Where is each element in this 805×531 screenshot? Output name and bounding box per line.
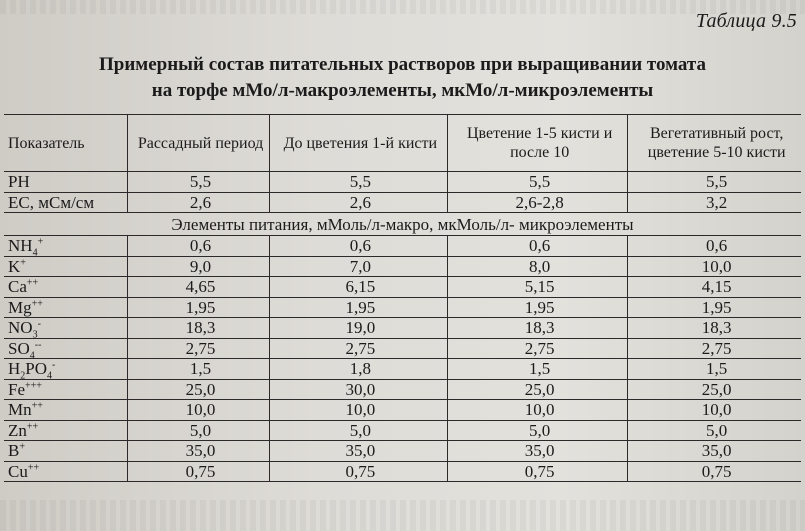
- ion-label: [4, 256, 128, 277]
- ion-charge: ++: [26, 421, 39, 433]
- cell-seedling: 5,5: [128, 172, 269, 193]
- cell-flowering-1-5: 5,15: [447, 277, 627, 298]
- header-vegetative: Вегетативный рост, цветение 5-10 кисти: [628, 115, 801, 172]
- ion-charge: +: [19, 441, 25, 453]
- table-title-line-2: на торфе мМо/л-макроэлементы, мкМо/л-микроэлементы: [151, 80, 654, 101]
- cell-seedling: 1,5: [128, 359, 269, 380]
- cell-flowering-1-5: 0,75: [447, 461, 627, 482]
- cell-before-flowering: 2,6: [269, 192, 447, 213]
- cell-flowering-1-5: 2,6-2,8: [447, 192, 627, 213]
- ion-symbol: K: [8, 256, 21, 276]
- cell-before-flowering: 7,0: [269, 256, 447, 277]
- cell-before-flowering: 0,75: [269, 461, 447, 482]
- cell-flowering-1-5: 5,5: [447, 172, 627, 193]
- cell-before-flowering: 35,0: [269, 441, 447, 462]
- ion-label: [4, 379, 128, 400]
- cell-vegetative: 10,0: [628, 400, 801, 421]
- nutrient-solution-table: [4, 114, 801, 482]
- cell-vegetative: 18,3: [628, 318, 801, 339]
- ion-charge: ++: [27, 462, 40, 474]
- ion-symbol: B: [8, 441, 20, 461]
- cell-flowering-1-5: 5,0: [447, 420, 627, 441]
- cell-seedling: 10,0: [128, 400, 269, 421]
- ion-label: [4, 420, 128, 441]
- cell-seedling: 2,75: [128, 338, 269, 359]
- cell-flowering-1-5: 1,5: [447, 359, 627, 380]
- cell-seedling: 9,0: [128, 256, 269, 277]
- ion-symbol: Ca: [8, 277, 27, 297]
- cell-vegetative: 25,0: [628, 379, 801, 400]
- ion-label: [4, 277, 128, 298]
- cell-vegetative: 1,5: [628, 359, 801, 380]
- ion-label: [4, 338, 128, 362]
- ion-label: [4, 318, 128, 339]
- cell-vegetative: 5,5: [628, 172, 801, 193]
- table-title: [20, 52, 785, 104]
- header-before-flowering: До цветения 1-й кисти: [269, 115, 447, 172]
- row-label: PH: [4, 172, 128, 193]
- ion-charge: +: [37, 236, 44, 248]
- ion-label: [4, 441, 128, 462]
- cell-before-flowering: 5,5: [269, 172, 447, 193]
- table-row: [4, 277, 801, 298]
- cell-vegetative: 3,2: [628, 192, 801, 213]
- ion-symbol: NO: [8, 318, 33, 338]
- table-row: [4, 192, 801, 213]
- cell-vegetative: 35,0: [628, 441, 801, 462]
- ion-symbol: Cu: [8, 461, 28, 481]
- cell-vegetative: 5,0: [628, 420, 801, 441]
- ion-label: [4, 297, 128, 318]
- cell-flowering-1-5: 18,3: [447, 318, 627, 339]
- cell-flowering-1-5: 25,0: [447, 379, 627, 400]
- table-row: [4, 400, 801, 421]
- table-row: [4, 441, 801, 462]
- ion-subscript: 4: [29, 350, 35, 362]
- ion-label: [4, 359, 128, 380]
- ion-label: [4, 400, 128, 421]
- cell-vegetative: 10,0: [628, 256, 801, 277]
- ion-symbol: Fe: [8, 379, 25, 399]
- table-row: [4, 318, 801, 339]
- header-seedling: Рассадный период: [128, 115, 269, 172]
- ion-symbol: Mg: [8, 297, 32, 317]
- ion-symbol-part: PO: [25, 359, 48, 379]
- cell-seedling: 0,6: [128, 236, 269, 257]
- header-flowering-1-5: Цветение 1-5 кисти и после 10: [447, 115, 627, 172]
- cell-vegetative: 4,15: [628, 277, 801, 298]
- cell-vegetative: 1,95: [628, 297, 801, 318]
- row-label: EC, мСм/см: [4, 192, 128, 213]
- ion-symbol: H: [8, 359, 21, 379]
- cell-flowering-1-5: 1,95: [447, 297, 627, 318]
- ion-subscript: 4: [32, 247, 38, 259]
- ion-symbol: Mn: [8, 400, 32, 420]
- cell-before-flowering: 19,0: [269, 318, 447, 339]
- ion-charge: ++: [31, 400, 43, 412]
- ion-charge: ++: [31, 298, 43, 310]
- bleed-through-text-bottom: [0, 500, 805, 531]
- cell-seedling: 35,0: [128, 441, 269, 462]
- cell-flowering-1-5: 8,0: [447, 256, 627, 277]
- ion-subscript-2: 4: [47, 370, 53, 382]
- cell-seedling: 5,0: [128, 420, 269, 441]
- cell-flowering-1-5: 0,6: [447, 236, 627, 257]
- cell-seedling: 1,95: [128, 297, 269, 318]
- ion-label: [4, 461, 128, 482]
- table-row: [4, 359, 801, 380]
- cell-vegetative: 0,75: [628, 461, 801, 482]
- section-label: Элементы питания, мМоль/л-макро, мкМоль/л- микроэлементы: [4, 213, 801, 236]
- table-row: [4, 256, 801, 277]
- cell-seedling: 25,0: [128, 379, 269, 400]
- cell-flowering-1-5: 2,75: [447, 338, 627, 359]
- table-row: [4, 420, 801, 441]
- cell-seedling: 18,3: [128, 318, 269, 339]
- table-row: [4, 338, 801, 359]
- ion-symbol: Zn: [8, 420, 27, 440]
- cell-seedling: 0,75: [128, 461, 269, 482]
- cell-flowering-1-5: 10,0: [447, 400, 627, 421]
- ion-charge: +++: [25, 380, 42, 392]
- cell-before-flowering: 1,8: [269, 359, 447, 380]
- cell-before-flowering: 10,0: [269, 400, 447, 421]
- cell-before-flowering: 2,75: [269, 338, 447, 359]
- ion-subscript: 2: [20, 370, 26, 382]
- table-header-row: [4, 115, 801, 172]
- cell-before-flowering: 0,6: [269, 236, 447, 257]
- ion-charge: +: [20, 257, 26, 269]
- cell-before-flowering: 1,95: [269, 297, 447, 318]
- cell-before-flowering: 30,0: [269, 379, 447, 400]
- ion-charge: -: [52, 359, 56, 371]
- section-row: [4, 213, 801, 236]
- cell-seedling: 2,6: [128, 192, 269, 213]
- ion-charge: --: [34, 339, 42, 351]
- cell-seedling: 4,65: [128, 277, 269, 298]
- table-row: [4, 236, 801, 257]
- table-row: [4, 379, 801, 400]
- ion-label: [4, 236, 128, 257]
- bleed-through-text-top: [0, 0, 805, 14]
- cell-before-flowering: 5,0: [269, 420, 447, 441]
- ion-charge: ++: [26, 277, 39, 289]
- ion-subscript: 3: [32, 329, 38, 341]
- table-row: [4, 461, 801, 482]
- ion-symbol: NH: [8, 236, 33, 256]
- table-title-line-1: Примерный состав питательных растворов при выращивании томата: [98, 54, 707, 75]
- table-row: [4, 297, 801, 318]
- table-caption: Таблица 9.5: [695, 10, 797, 32]
- ion-charge: -: [37, 318, 41, 330]
- cell-vegetative: 0,6: [628, 236, 801, 257]
- ion-symbol: SO: [8, 338, 30, 358]
- cell-vegetative: 2,75: [628, 338, 801, 359]
- header-indicator: Показатель: [4, 115, 128, 172]
- table-row: [4, 172, 801, 193]
- cell-flowering-1-5: 35,0: [447, 441, 627, 462]
- cell-before-flowering: 6,15: [269, 277, 447, 298]
